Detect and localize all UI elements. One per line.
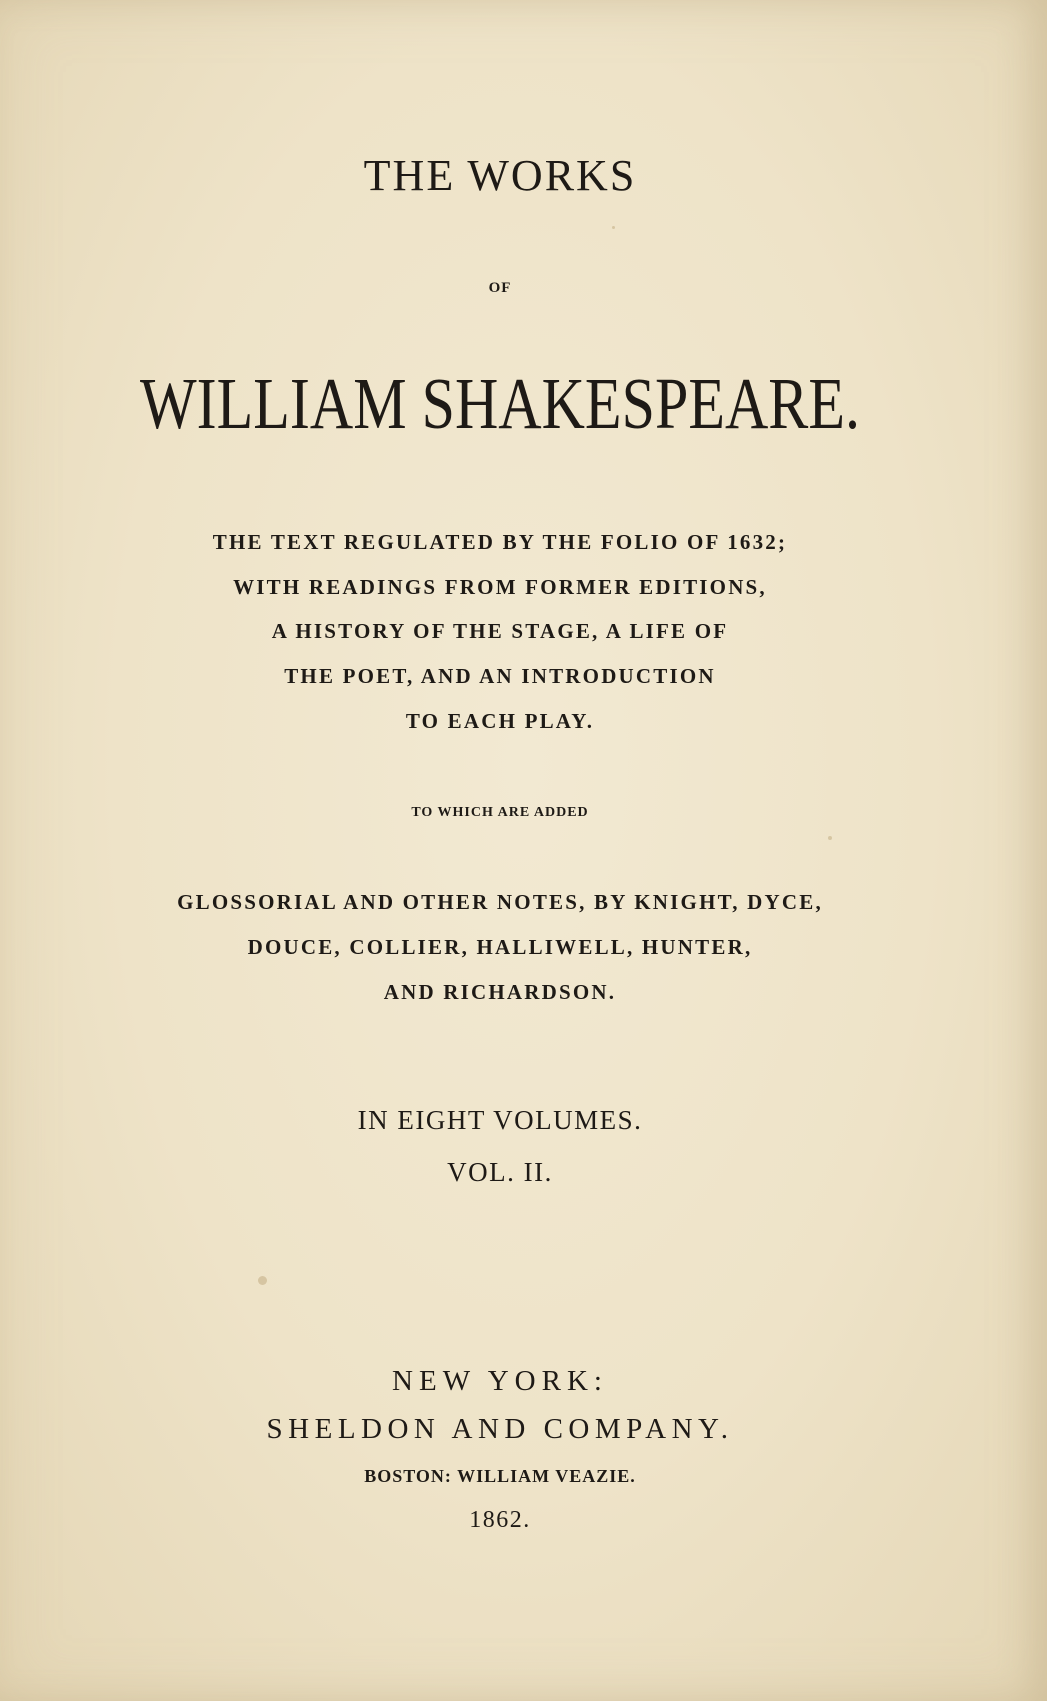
description-line: WITH READINGS FROM FORMER EDITIONS, <box>233 575 767 599</box>
imprint-publisher: SHELDON AND COMPANY. <box>266 1413 734 1445</box>
foxing-spot <box>258 1276 267 1285</box>
notes-line: AND RICHARDSON. <box>383 980 617 1004</box>
imprint-city: NEW YORK: <box>392 1365 608 1397</box>
imprint-year: 1862. <box>469 1507 531 1533</box>
notes-line: DOUCE, COLLIER, HALLIWELL, HUNTER, <box>247 935 753 959</box>
description-line: TO EACH PLAY. <box>405 709 595 733</box>
description-line: THE POET, AND AN INTRODUCTION <box>284 664 716 688</box>
volume-number: VOL. II. <box>447 1157 553 1187</box>
foxing-spot <box>828 836 832 840</box>
added-intro: TO WHICH ARE ADDED <box>411 805 589 820</box>
imprint-boston: BOSTON: WILLIAM VEAZIE. <box>364 1466 636 1486</box>
notes-line: GLOSSORIAL AND OTHER NOTES, BY KNIGHT, DYCE, <box>177 890 823 914</box>
description-line: A HISTORY OF THE STAGE, A LIFE OF <box>271 619 729 643</box>
volume-count: IN EIGHT VOLUMES. <box>357 1105 643 1135</box>
foxing-spot <box>612 226 615 229</box>
author-name: WILLIAM SHAKESPEARE. <box>140 363 860 444</box>
work-title: THE WORKS <box>363 151 637 200</box>
title-connector: OF <box>488 280 512 296</box>
description-line: THE TEXT REGULATED BY THE FOLIO OF 1632; <box>212 530 788 554</box>
